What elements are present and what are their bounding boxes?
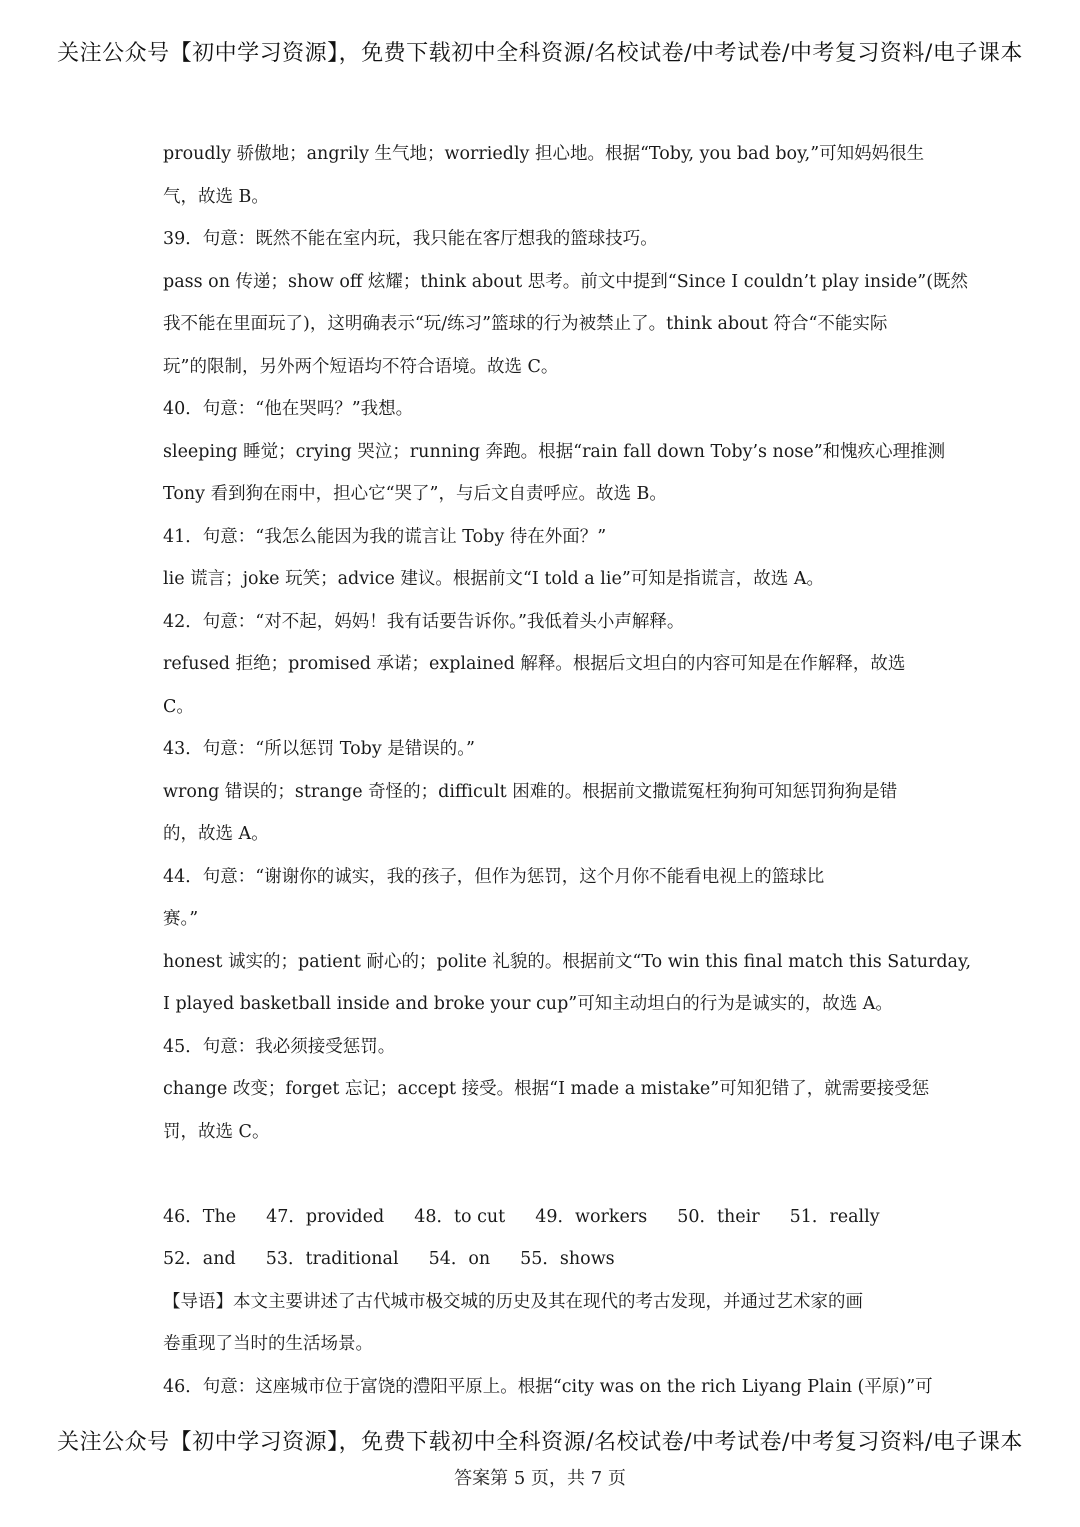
- answer-row-1: [163, 1196, 923, 1239]
- text-line: Tony 看到狗在雨中，担心它“哭了”，与后文自责呼应。故选 B。: [163, 484, 667, 504]
- bottom-banner: 关注公众号【初中学习资源】，免费下载初中全科资源/名校试卷/中考试卷/中考复习资料/电子课本: [57, 1430, 1023, 1455]
- text-line: honest 诚实的；patient 耐心的；polite 礼貌的。根据前文“To win this final match this Saturday,: [163, 951, 972, 972]
- text-line: 我不能在里面玩了)，这明确表示“玩/练习”篮球的行为被禁止了。think about 符合“不能实际: [163, 314, 888, 334]
- answer-item: 52．and: [163, 1249, 236, 1269]
- answer-item: 47．provided: [266, 1206, 385, 1227]
- text-line: 罚，故选 C。: [163, 1121, 270, 1142]
- text-line: 40．句意：“他在哭吗？”我想。: [163, 399, 414, 419]
- text-line: C。: [163, 696, 194, 717]
- answer-item: 55．shows: [520, 1249, 615, 1269]
- answer-content: [163, 133, 972, 1408]
- answer-item: 53．traditional: [265, 1249, 399, 1269]
- explanations-block-1: [163, 133, 972, 1153]
- answer-item: 50．their: [677, 1206, 760, 1227]
- answer-item: 49．workers: [535, 1206, 648, 1227]
- text-line: 【导语】本文主要讲述了古代城市极交城的历史及其在现代的考古发现，并通过艺术家的画: [163, 1291, 863, 1312]
- text-line: I played basketball inside and broke your cup”可知主动坦白的行为是诚实的，故选 A。: [163, 994, 893, 1014]
- text-line: 45．句意：我必须接受惩罚。: [163, 1036, 396, 1057]
- page-footer: 答案第 5 页，共 7 页: [454, 1468, 626, 1489]
- text-line: wrong 错误的；strange 奇怪的；difficult 困难的。根据前文撒谎冤枉狗狗可知惩罚狗狗是错: [163, 781, 898, 802]
- text-line: 39．句意：既然不能在室内玩，我只能在客厅想我的篮球技巧。: [163, 229, 658, 249]
- answer-item: 51．really: [789, 1206, 880, 1227]
- explanations-block-2: [163, 1281, 933, 1409]
- text-line: pass on 传递；show off 炫耀；think about 思考。前文中提到“Since I couldn’t play inside”(既然: [163, 271, 969, 292]
- text-line: proudly 骄傲地；angrily 生气地；worriedly 担心地。根据“Toby, you bad boy,”可知妈妈很生: [163, 144, 925, 164]
- text-line: change 改变；forget 忘记；accept 接受。根据“I made a mistake”可知犯错了，就需要接受惩: [163, 1079, 930, 1099]
- text-line: 43．句意：“所以惩罚 Toby 是错误的。”: [163, 739, 475, 759]
- answer-row-2: [163, 1238, 923, 1281]
- text-line: 玩”的限制，另外两个短语均不符合语境。故选 C。: [163, 356, 559, 377]
- text-line: 44．句意：“谢谢你的诚实，我的孩子，但作为惩罚，这个月你不能看电视上的篮球比: [163, 866, 825, 887]
- text-line: sleeping 睡觉；crying 哭泣；running 奔跑。根据“rain fall down Toby’s nose”和愧疚心理推测: [163, 441, 946, 462]
- text-line: 41．句意：“我怎么能因为我的谎言让 Toby 待在外面？”: [163, 526, 607, 547]
- answer-item: 46．The: [163, 1206, 237, 1227]
- text-line: 卷重现了当时的生活场景。: [163, 1334, 373, 1354]
- text-line: lie 谎言；joke 玩笑；advice 建议。根据前文“I told a lie”可知是指谎言，故选 A。: [163, 569, 824, 589]
- text-line: 赛。”: [163, 909, 199, 929]
- top-banner: 关注公众号【初中学习资源】，免费下载初中全科资源/名校试卷/中考试卷/中考复习资料/电子课本: [57, 41, 1023, 66]
- answer-item: 48．to cut: [414, 1206, 506, 1227]
- text-line: 46．句意：这座城市位于富饶的澧阳平原上。根据“city was on the rich Liyang Plain (平原)”可: [163, 1376, 933, 1397]
- text-line: 的，故选 A。: [163, 824, 269, 844]
- answer-item: 54．on: [428, 1249, 491, 1269]
- text-line: refused 拒绝；promised 承诺；explained 解释。根据后文坦白的内容可知是在作解释，故选: [163, 654, 906, 674]
- spacer: [163, 1153, 923, 1196]
- text-line: 42．句意：“对不起，妈妈！我有话要告诉你。”我低着头小声解释。: [163, 611, 685, 632]
- text-line: 气，故选 B。: [163, 186, 269, 207]
